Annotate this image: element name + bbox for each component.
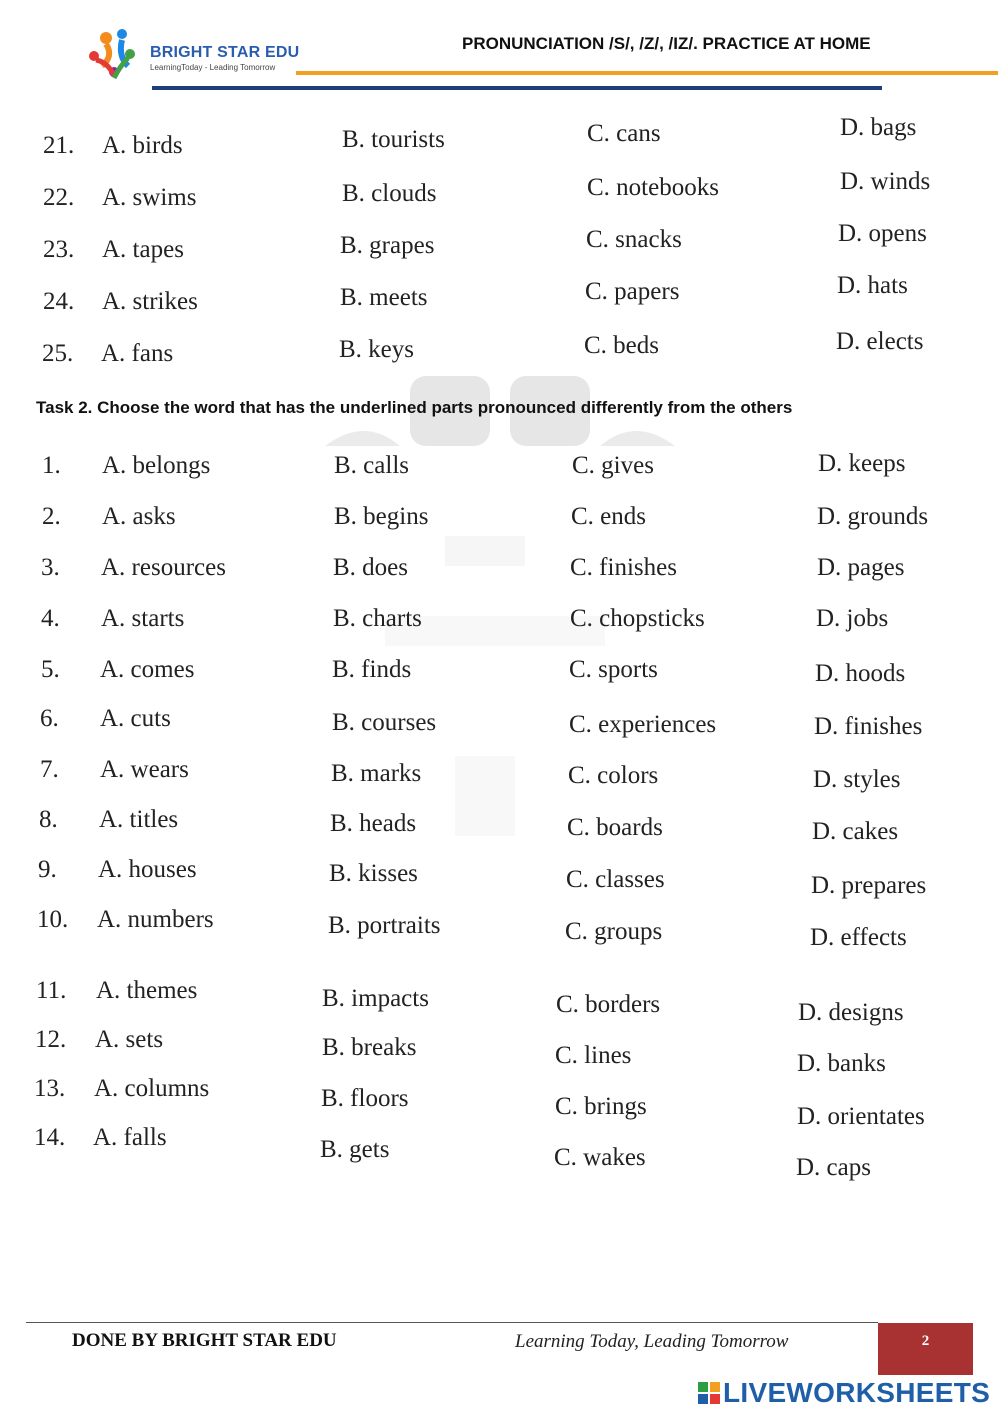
question-number: 21. — [43, 132, 75, 159]
option-b[interactable]: B. does — [333, 554, 408, 581]
question-row — [0, 168, 1000, 224]
option-c[interactable]: C. notebooks — [587, 174, 719, 201]
option-d[interactable]: D. winds — [840, 168, 931, 195]
question-row — [0, 452, 1000, 492]
option-a[interactable]: A. resources — [101, 554, 226, 581]
question-number: 2. — [42, 503, 61, 530]
option-a[interactable]: A. columns — [94, 1075, 210, 1102]
question-number: 11. — [36, 977, 67, 1004]
liveworksheets-icon — [698, 1382, 720, 1404]
option-d[interactable]: D. finishes — [814, 713, 923, 740]
option-b[interactable]: B. courses — [332, 709, 437, 736]
option-a[interactable]: A. strikes — [102, 288, 198, 315]
option-a[interactable]: A. falls — [93, 1124, 167, 1151]
option-c[interactable]: C. snacks — [586, 226, 682, 253]
question-row — [0, 554, 1000, 594]
option-a[interactable]: A. sets — [95, 1026, 164, 1053]
option-c[interactable]: C. lines — [555, 1042, 632, 1069]
option-b[interactable]: B. heads — [330, 810, 417, 837]
option-b[interactable]: B. meets — [340, 284, 428, 311]
question-number: 8. — [39, 806, 58, 833]
question-row — [0, 272, 1000, 328]
question-row — [0, 605, 1000, 645]
option-a[interactable]: A. themes — [96, 977, 198, 1004]
option-b[interactable]: B. marks — [331, 760, 422, 787]
option-d[interactable]: D. pages — [817, 554, 905, 581]
option-b[interactable]: B. kisses — [329, 860, 418, 887]
option-c[interactable]: C. chopsticks — [570, 605, 705, 632]
option-b[interactable]: B. charts — [333, 605, 422, 632]
option-d[interactable]: D. cakes — [812, 818, 899, 845]
option-d[interactable]: D. keeps — [818, 450, 906, 477]
option-c[interactable]: C. gives — [572, 452, 654, 479]
option-d[interactable]: D. elects — [836, 328, 924, 355]
question-number: 4. — [41, 605, 60, 632]
question-number: 1. — [42, 452, 61, 479]
question-row — [0, 1124, 1000, 1181]
question-row — [0, 756, 1000, 796]
question-row — [0, 1026, 1000, 1077]
option-b[interactable]: B. clouds — [342, 180, 437, 207]
question-row — [0, 220, 1000, 276]
question-row — [0, 856, 1000, 899]
option-a[interactable]: A. asks — [102, 503, 176, 530]
option-d[interactable]: D. opens — [838, 220, 927, 247]
question-row — [0, 114, 1000, 172]
footer-motto: Learning Today, Leading Tomorrow — [515, 1331, 789, 1352]
option-b[interactable]: B. portraits — [328, 912, 441, 939]
option-b[interactable]: B. begins — [334, 503, 429, 530]
option-a[interactable]: A. swims — [102, 184, 197, 211]
option-d[interactable]: D. caps — [796, 1154, 871, 1181]
header-rule-orange — [296, 71, 998, 75]
option-b[interactable]: B. breaks — [322, 1034, 417, 1061]
option-c[interactable]: C. experiences — [569, 711, 717, 738]
question-number: 9. — [38, 856, 57, 883]
question-row — [0, 977, 1000, 1026]
option-c[interactable]: C. cans — [587, 120, 661, 147]
option-d[interactable]: D. bags — [840, 114, 917, 141]
option-a[interactable]: A. houses — [98, 856, 197, 883]
question-row — [0, 705, 1000, 745]
brand-name: BRIGHT STAR EDU — [150, 44, 300, 61]
option-c[interactable]: C. beds — [584, 332, 659, 359]
question-number: 6. — [40, 705, 59, 732]
question-row — [0, 656, 1000, 696]
question-number: 14. — [34, 1124, 66, 1151]
question-number: 22. — [43, 184, 75, 211]
option-a[interactable]: A. belongs — [102, 452, 211, 479]
option-c[interactable]: C. colors — [568, 762, 659, 789]
option-b[interactable]: B. calls — [334, 452, 409, 479]
header-rule-navy — [152, 86, 882, 90]
option-c[interactable]: C. brings — [555, 1093, 647, 1120]
option-a[interactable]: A. fans — [101, 340, 174, 367]
question-row — [0, 503, 1000, 543]
liveworksheets-watermark — [698, 1378, 990, 1408]
option-b[interactable]: B. tourists — [342, 126, 445, 153]
footer-rule — [26, 1322, 878, 1323]
question-number: 23. — [43, 236, 75, 263]
question-row — [0, 906, 1000, 951]
question-row — [0, 1075, 1000, 1130]
option-c[interactable]: C. finishes — [570, 554, 677, 581]
footer-credit: DONE BY BRIGHT STAR EDU — [72, 1330, 337, 1351]
option-d[interactable]: D. styles — [813, 766, 901, 793]
question-row — [0, 328, 1000, 380]
option-d[interactable]: D. grounds — [817, 503, 929, 530]
option-c[interactable]: C. papers — [585, 278, 680, 305]
option-d[interactable]: D. orientates — [797, 1103, 925, 1130]
question-number: 12. — [35, 1026, 67, 1053]
option-b[interactable]: B. impacts — [322, 985, 429, 1012]
option-b[interactable]: B. finds — [332, 656, 412, 683]
question-number: 24. — [43, 288, 75, 315]
option-a[interactable]: A. titles — [99, 806, 179, 833]
option-d[interactable]: D. effects — [810, 924, 907, 951]
option-d[interactable]: D. prepares — [811, 872, 927, 899]
option-c[interactable]: C. sports — [569, 656, 658, 683]
option-d[interactable]: D. jobs — [816, 605, 889, 632]
question-number: 25. — [42, 340, 74, 367]
option-a[interactable]: A. numbers — [97, 906, 214, 933]
option-a[interactable]: A. tapes — [102, 236, 184, 263]
option-d[interactable]: D. designs — [798, 999, 904, 1026]
option-c[interactable]: C. borders — [556, 991, 661, 1018]
question-number: 3. — [41, 554, 60, 581]
option-c[interactable]: C. ends — [571, 503, 646, 530]
option-a[interactable]: A. birds — [102, 132, 183, 159]
option-a[interactable]: A. starts — [101, 605, 185, 632]
option-a[interactable]: A. comes — [100, 656, 195, 683]
brand-tagline: LearningToday - Leading Tomorrow — [150, 63, 276, 72]
option-c[interactable]: C. wakes — [554, 1144, 646, 1171]
question-number: 7. — [40, 756, 59, 783]
question-number: 5. — [41, 656, 60, 683]
option-b[interactable]: B. keys — [339, 336, 414, 363]
option-c[interactable]: C. groups — [565, 918, 663, 945]
option-a[interactable]: A. cuts — [100, 705, 171, 732]
option-d[interactable]: D. banks — [797, 1050, 886, 1077]
option-b[interactable]: B. grapes — [340, 232, 435, 259]
page-title: PRONUNCIATION /S/, /Z/, /IZ/. PRACTICE AT HOME — [462, 34, 871, 53]
question-number: 13. — [34, 1075, 66, 1102]
option-b[interactable]: B. gets — [320, 1136, 390, 1163]
option-b[interactable]: B. floors — [321, 1085, 409, 1112]
task2-heading: Task 2. Choose the word that has the underlined parts pronounced differently from the others — [36, 398, 793, 417]
liveworksheets-text: LIVEWORKSHEETS — [723, 1377, 991, 1408]
option-a[interactable]: A. wears — [100, 756, 189, 783]
question-row — [0, 806, 1000, 846]
page-number: 2 — [878, 1323, 973, 1375]
option-c[interactable]: C. classes — [566, 866, 665, 893]
option-d[interactable]: D. hats — [837, 272, 908, 299]
option-d[interactable]: D. hoods — [815, 660, 906, 687]
question-number: 10. — [37, 906, 69, 933]
option-c[interactable]: C. boards — [567, 814, 663, 841]
